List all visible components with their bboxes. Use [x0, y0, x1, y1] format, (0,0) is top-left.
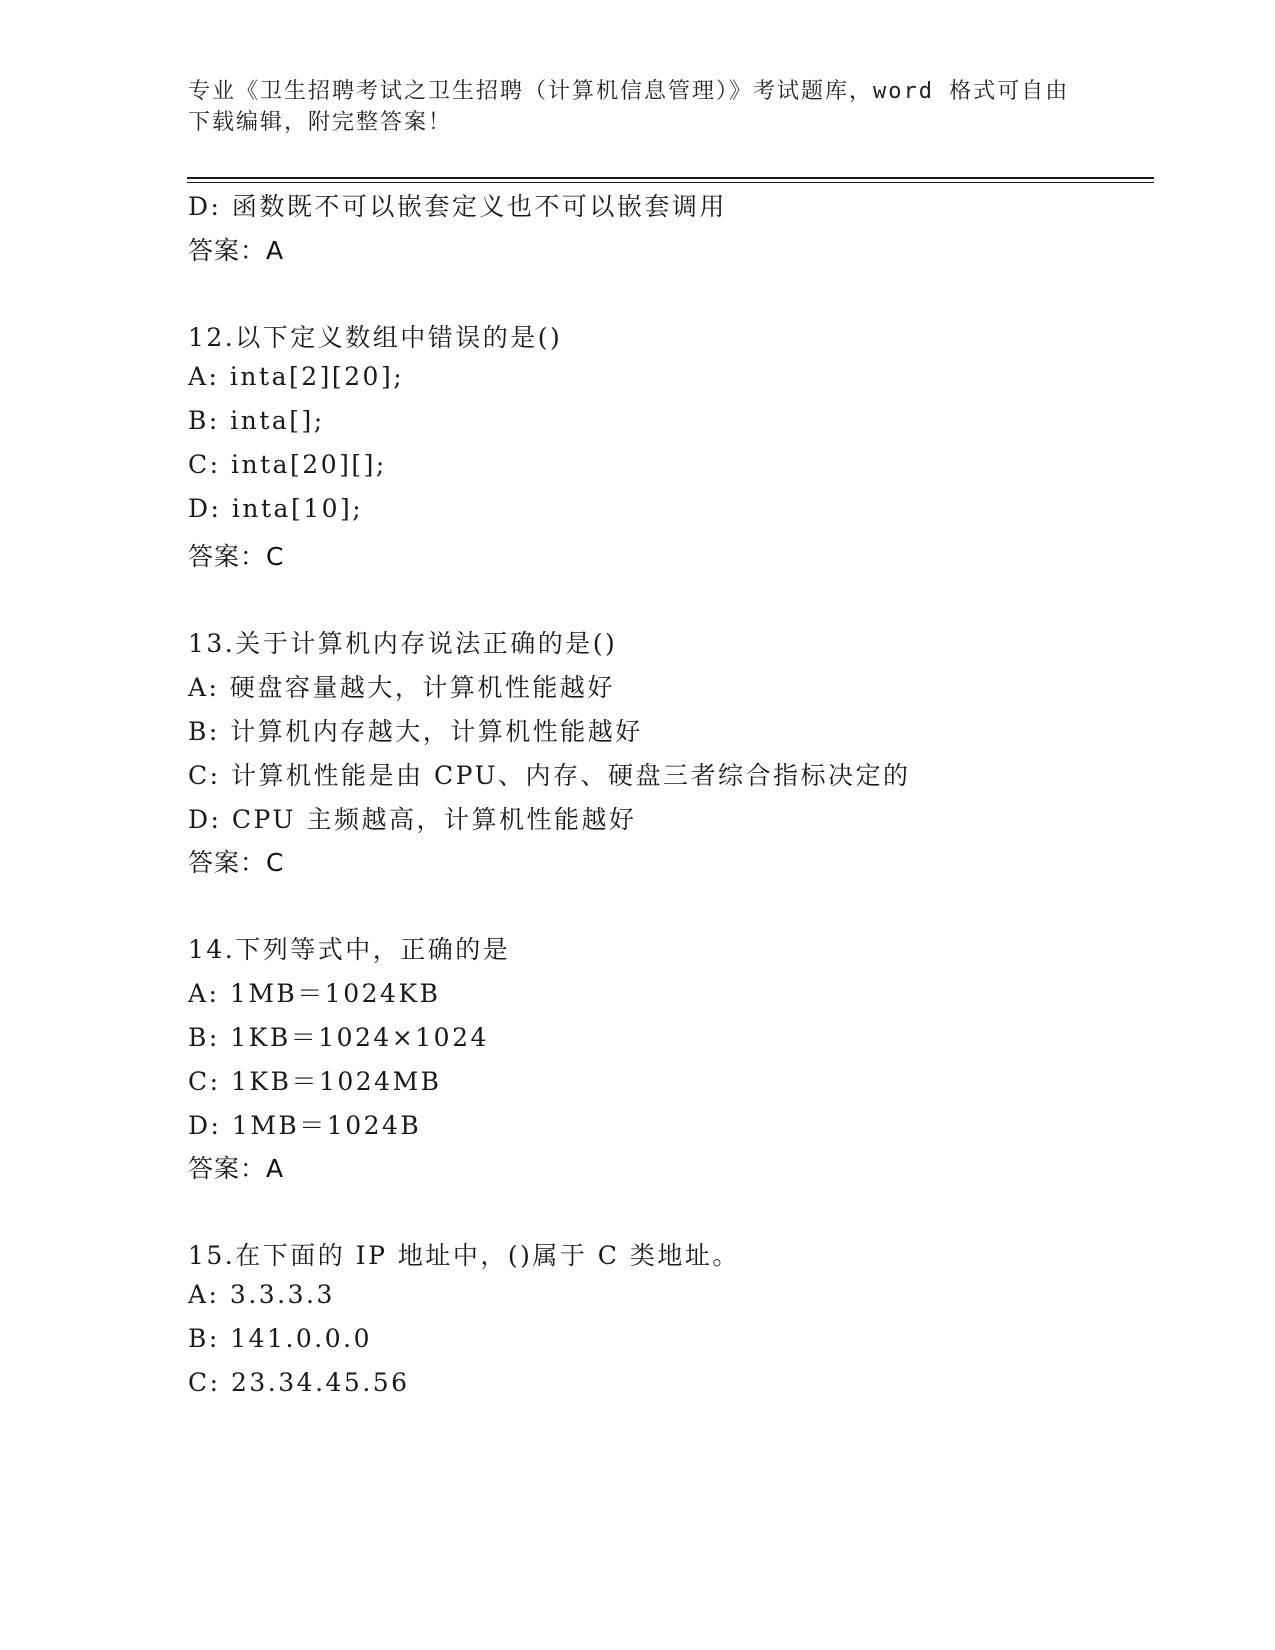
- question-15-stem: 15.在下面的 IP 地址中，()属于 C 类地址。: [188, 1241, 740, 1270]
- question-14-option-d: D: 1MB＝1024B: [188, 1111, 422, 1140]
- question-14-option-c: C: 1KB＝1024MB: [188, 1067, 442, 1096]
- question-13-stem: 13.关于计算机内存说法正确的是(): [188, 629, 618, 658]
- header-divider-thick: [187, 177, 1154, 179]
- question-12-option-b: B: inta[];: [188, 406, 325, 435]
- question-13-option-d: D: CPU 主频越高，计算机性能越好: [188, 805, 637, 834]
- question-12-option-a: A: inta[2][20];: [188, 362, 405, 391]
- question-15-option-a: A: 3.3.3.3: [188, 1280, 335, 1309]
- question-13-option-c: C: 计算机性能是由 CPU、内存、硬盘三者综合指标决定的: [188, 761, 911, 790]
- question-14-stem: 14.下列等式中，正确的是: [188, 935, 511, 964]
- question-13-option-b: B: 计算机内存越大，计算机性能越好: [188, 717, 643, 746]
- question-14-option-a: A: 1MB＝1024KB: [188, 979, 441, 1008]
- question-14-answer: 答案：A: [188, 1154, 285, 1183]
- question-15-option-c: C: 23.34.45.56: [188, 1368, 410, 1397]
- document-header: 专业《卫生招聘考试之卫生招聘（计算机信息管理）》考试题库，word 格式可自由下载编辑，附完整答案！: [188, 79, 1070, 135]
- question-14-option-b: B: 1KB＝1024×1024: [188, 1023, 489, 1052]
- question-11-option-d: D: 函数既不可以嵌套定义也不可以嵌套调用: [188, 192, 727, 221]
- header-divider-thin: [187, 182, 1154, 183]
- question-12-answer: 答案：C: [188, 542, 285, 571]
- question-11-answer: 答案：A: [188, 236, 285, 265]
- question-13-answer: 答案：C: [188, 848, 285, 877]
- question-12-option-d: D: inta[10];: [188, 494, 364, 523]
- question-12-option-c: C: inta[20][];: [188, 450, 387, 479]
- question-12-stem: 12.以下定义数组中错误的是(): [188, 323, 563, 352]
- question-15-option-b: B: 141.0.0.0: [188, 1324, 373, 1353]
- question-13-option-a: A: 硬盘容量越大，计算机性能越好: [188, 673, 615, 702]
